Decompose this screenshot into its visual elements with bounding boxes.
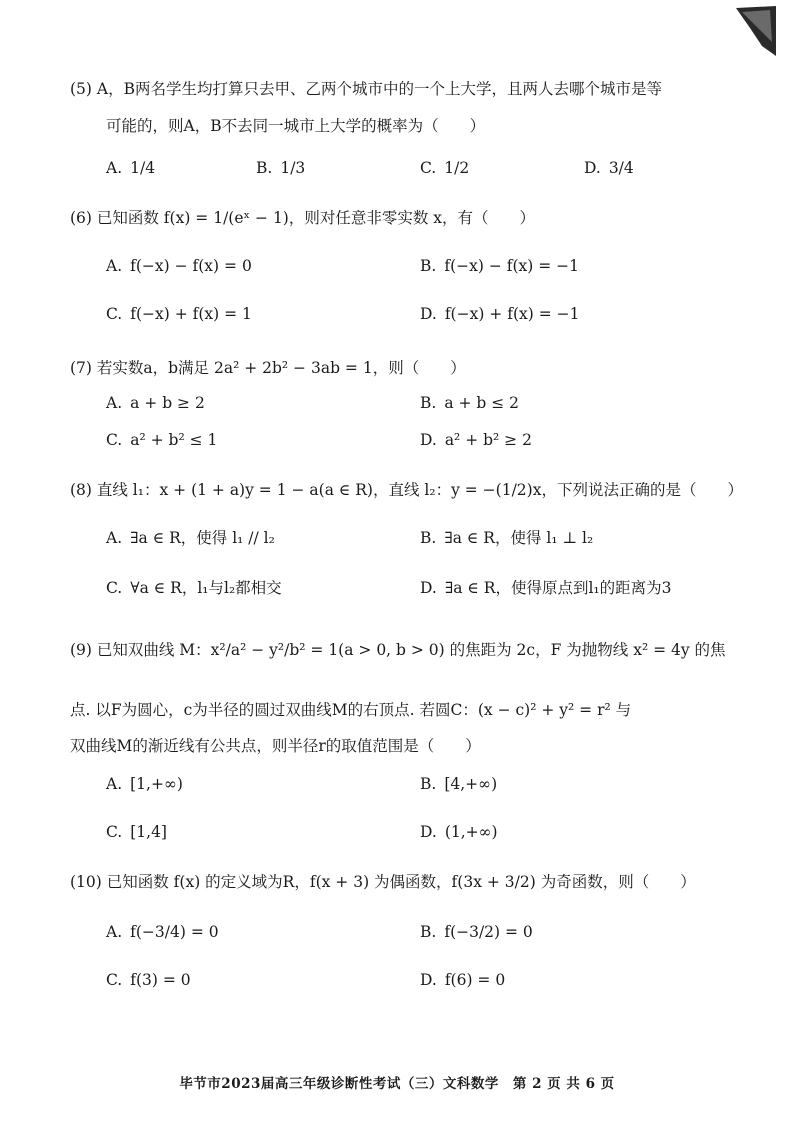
- option-text: f(6) = 0: [444, 971, 506, 989]
- option-label: C.: [106, 971, 123, 989]
- option-text: [4,+∞): [444, 775, 498, 793]
- question-9-option-c[interactable]: [106, 820, 167, 844]
- question-7-option-c[interactable]: [106, 428, 217, 452]
- question-6-option-a[interactable]: [106, 254, 252, 278]
- option-text: (1,+∞): [444, 823, 498, 841]
- option-text: ∃a ∈ R，使得 l₁ // l₂: [130, 529, 275, 547]
- option-text: a + b ≥ 2: [130, 394, 205, 412]
- option-label: A.: [106, 923, 123, 941]
- option-label: D.: [420, 971, 437, 989]
- option-label: B.: [420, 923, 437, 941]
- question-8-option-a[interactable]: [106, 526, 275, 550]
- option-label: D.: [420, 823, 437, 841]
- question-10-option-a[interactable]: [106, 920, 219, 944]
- option-text: 1/4: [130, 159, 156, 177]
- option-text: f(−x) + f(x) = −1: [444, 305, 580, 323]
- option-label: C.: [106, 431, 123, 449]
- question-8-option-c[interactable]: [106, 576, 282, 600]
- question-5-option-c[interactable]: [420, 156, 469, 180]
- option-text: f(−x) − f(x) = 0: [130, 257, 252, 275]
- question-9-stem: (9) 已知双曲线 M：x²/a² − y²/b² = 1(a > 0, b > 0) 的焦距为 2c，F 为抛物线 x² = 4y 的焦: [70, 641, 726, 659]
- question-6-option-b[interactable]: [420, 254, 579, 278]
- option-text: f(3) = 0: [130, 971, 191, 989]
- question-5-stem: (5) A，B两名学生均打算只去甲、乙两个城市中的一个上大学，且两人去哪个城市是等: [70, 80, 662, 98]
- question-9-option-b[interactable]: [420, 772, 497, 796]
- option-label: A.: [106, 257, 123, 275]
- option-text: ∃a ∈ R，使得原点到l₁的距离为3: [444, 579, 672, 597]
- option-text: 1/2: [444, 159, 470, 177]
- option-text: a² + b² ≤ 1: [130, 431, 218, 449]
- option-label: B.: [420, 529, 437, 547]
- option-label: D.: [420, 431, 437, 449]
- question-6-option-d[interactable]: [420, 302, 579, 326]
- option-text: f(−x) + f(x) = 1: [130, 305, 252, 323]
- option-label: B.: [420, 775, 437, 793]
- option-label: D.: [584, 159, 601, 177]
- option-text: ∃a ∈ R，使得 l₁ ⊥ l₂: [444, 529, 594, 547]
- option-label: A.: [106, 775, 123, 793]
- option-text: [1,+∞): [130, 775, 183, 793]
- option-label: C.: [420, 159, 437, 177]
- option-text: ∀a ∈ R，l₁与l₂都相交: [130, 579, 282, 597]
- question-7-option-d[interactable]: [420, 428, 532, 452]
- option-label: C.: [106, 305, 123, 323]
- question-6-stem: (6) 已知函数 f(x) = 1/(eˣ − 1)，则对任意非零实数 x，有（ ）: [70, 209, 536, 227]
- option-label: D.: [420, 305, 437, 323]
- option-label: A.: [106, 394, 123, 412]
- option-text: [1,4]: [130, 823, 167, 841]
- option-text: a² + b² ≥ 2: [444, 431, 532, 449]
- option-label: A.: [106, 159, 123, 177]
- question-9-option-d[interactable]: [420, 820, 498, 844]
- question-7-stem: (7) 若实数a，b满足 2a² + 2b² − 3ab = 1，则（ ）: [70, 359, 466, 377]
- question-8-option-b[interactable]: [420, 526, 593, 550]
- question-10-stem: (10) 已知函数 f(x) 的定义域为R，f(x + 3) 为偶函数，f(3x + 3/2) 为奇函数，则（ ）: [70, 873, 696, 891]
- question-8-stem: (8) 直线 l₁：x + (1 + a)y = 1 − a(a ∈ R)，直线 l₂：y = −(1/2)x，下列说法正确的是（ ）: [70, 481, 743, 499]
- question-9-option-a[interactable]: [106, 772, 183, 796]
- option-label: D.: [420, 579, 437, 597]
- option-label: B.: [256, 159, 273, 177]
- option-label: B.: [420, 394, 437, 412]
- option-label: B.: [420, 257, 437, 275]
- question-9-stem-cont: 点. 以F为圆心，c为半径的圆过双曲线M的右顶点. 若圆C：(x − c)² + y² = r² 与: [70, 701, 632, 719]
- question-10-option-d[interactable]: [420, 968, 505, 992]
- option-text: f(−3/4) = 0: [130, 923, 219, 941]
- corner-scan-mark: [732, 6, 776, 56]
- question-7-option-b[interactable]: [420, 391, 519, 415]
- option-text: 3/4: [608, 159, 634, 177]
- option-text: 1/3: [280, 159, 306, 177]
- question-6-option-c[interactable]: [106, 302, 252, 326]
- question-5-stem-cont: 可能的，则A，B不去同一城市上大学的概率为（ ）: [106, 117, 486, 135]
- question-5-option-b[interactable]: [256, 156, 305, 180]
- question-5-option-a[interactable]: [106, 156, 155, 180]
- option-text: f(−3/2) = 0: [444, 923, 533, 941]
- option-text: f(−x) − f(x) = −1: [444, 257, 579, 275]
- option-label: C.: [106, 823, 123, 841]
- question-7-option-a[interactable]: [106, 391, 205, 415]
- question-8-option-d[interactable]: [420, 576, 672, 600]
- question-5-option-d[interactable]: [584, 156, 634, 180]
- option-text: a + b ≤ 2: [444, 394, 520, 412]
- question-9-stem-cont2: 双曲线M的渐近线有公共点，则半径r的取值范围是（ ）: [70, 737, 481, 755]
- question-10-option-c[interactable]: [106, 968, 191, 992]
- page-footer: 毕节市2023届高三年级诊断性考试（三）文科数学 第 2 页 共 6 页: [179, 1076, 615, 1092]
- option-label: C.: [106, 579, 123, 597]
- question-10-option-b[interactable]: [420, 920, 533, 944]
- option-label: A.: [106, 529, 123, 547]
